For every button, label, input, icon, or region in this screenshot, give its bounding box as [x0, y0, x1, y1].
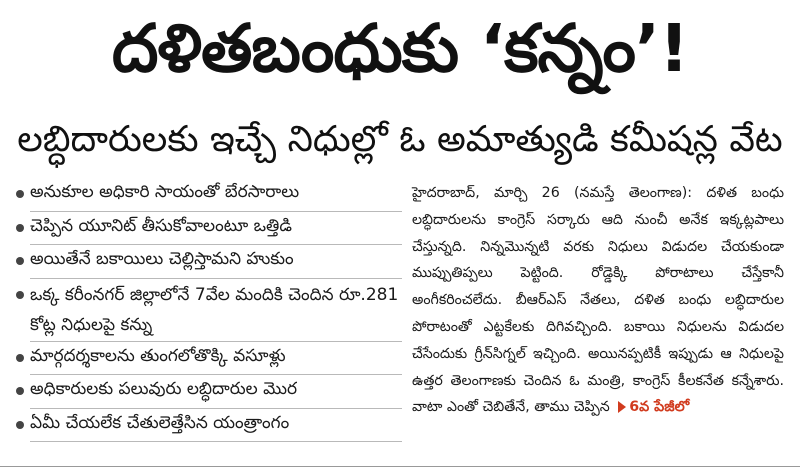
bullet-icon: [16, 291, 24, 299]
bullet-item: [30, 245, 402, 279]
bullet-icon: [16, 387, 24, 395]
bullet-text: ఒక్క కరీంనగర్‌ జిల్లాలోనే 7వేల మందికి చెందిన రూ.281 కోట్ల నిధులపై కన్ను: [30, 284, 399, 335]
bullet-item: [30, 409, 402, 443]
bullet-icon: [16, 257, 24, 265]
bullet-icon: [16, 190, 24, 198]
bullet-item: [30, 279, 402, 342]
bullet-item: [30, 342, 402, 376]
bullet-icon: [16, 421, 24, 429]
arrow-right-icon: [618, 401, 626, 413]
bullet-item: [30, 375, 402, 409]
bullet-icon: [16, 224, 24, 232]
article-dateline: హైదరాబాద్‌, మార్చి 26 (నమస్తే తెలంగాణ):: [412, 185, 693, 201]
bullet-text: మార్గదర్శకాలను తుంగలోతొక్కి వసూళ్లు: [30, 345, 286, 366]
bullet-icon: [16, 354, 24, 362]
bullet-item: [30, 178, 402, 212]
bullet-text: అయితేనే బకాయిలు చెల్లిస్తామని హుకుం: [30, 249, 294, 270]
article-body: [412, 180, 784, 421]
headline: దళితబంధుకు ‘కన్నం’!: [111, 9, 689, 87]
bullet-text: ఏమీ చేయలేక చేతులెత్తేసిన యంత్రాంగం: [30, 412, 290, 433]
bullet-text: చెప్పిన యూనిట్‌ తీసుకోవాలంటూ ఒత్తిడి: [30, 215, 292, 236]
bullet-text: అధికారులకు పలువురు లబ్ధిదారుల మొర: [30, 379, 298, 400]
continuation-link[interactable]: [614, 399, 689, 415]
bullet-list: [30, 178, 402, 442]
continuation-text: 6వ పేజీలో: [629, 399, 690, 416]
bullet-item: [30, 212, 402, 246]
subheadline: లబ్ధిదారులకు ఇచ్చే నిధుల్లో ఓ అమాత్యుడి కమీషన్ల వేట: [17, 119, 783, 160]
bottom-divider: [0, 466, 800, 467]
article-text: దళిత బంధు లబ్ధిదారులను కాంగ్రెస్‌ సర్కారు ఆది నుంచీ అనేక ఇక్కట్లపాలు చేస్తున్నది. నిన్నమొన్నటి వరకు నిధులు విడుదల చేయకుండా ముప్పుతిప్పలు పెట్టింది. రోడ్డెక్కి పోరాటాలు చేస్తేకానీ అంగీకరించలేదు. బీఆర్‌ఎస్‌ నేతలు, దళిత బంధు లబ్ధిదారుల పోరాటంతో ఎట్టకేలకు దిగివచ్చింది. బకాయి నిధులను విడుదల చేసేందుకు గ్రీన్‌సిగ్నల్‌ ఇచ్చింది. అయినప్పటికీ ఇప్పుడు ఆ నిధులపై ఉత్తర తెలంగాణకు చెందిన ఓ మంత్రి, కాంగ్రెస్‌ కీలకనేత కన్నేశారు. వాటా ఎంతో చెబితేనే, తాము చెప్పిన: [412, 185, 785, 416]
bullet-text: అనుకూల అధికారి సాయంతో బేరసారాలు: [30, 182, 300, 203]
